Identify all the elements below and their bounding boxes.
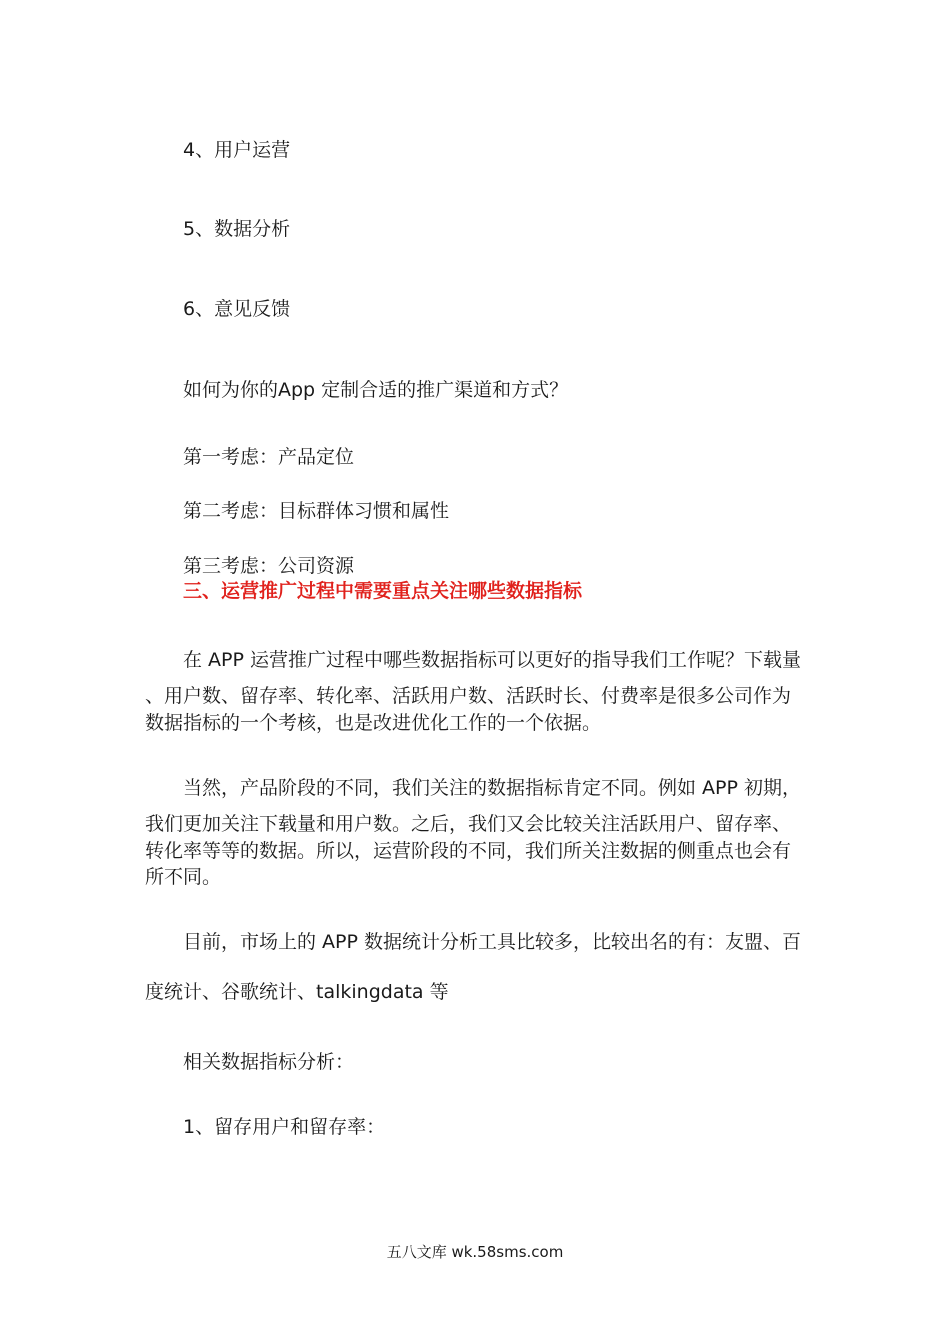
paragraph-5: 1、留存用户和留存率： bbox=[183, 1116, 386, 1138]
consideration-third: 第三考虑：公司资源 bbox=[183, 555, 355, 577]
list-item-data-analysis: 5、数据分析 bbox=[183, 218, 291, 240]
paragraph-2-line-3: 转化率等等的数据。所以，运营阶段的不同，我们所关注数据的侧重点也会有 bbox=[145, 840, 792, 862]
consideration-second: 第二考虑：目标群体习惯和属性 bbox=[183, 500, 450, 522]
paragraph-4: 相关数据指标分析： bbox=[183, 1051, 355, 1073]
paragraph-3-line-2: 度统计、谷歌统计、talkingdata 等 bbox=[145, 981, 449, 1003]
consideration-first: 第一考虑：产品定位 bbox=[183, 446, 355, 468]
paragraph-2-line-4: 所不同。 bbox=[145, 866, 222, 888]
paragraph-1-line-2: 、用户数、留存率、转化率、活跃用户数、活跃时长、付费率是很多公司作为 bbox=[145, 685, 792, 707]
paragraph-2-line-1: 当然，产品阶段的不同，我们关注的数据指标肯定不同。例如 APP 初期， bbox=[183, 777, 801, 799]
paragraph-3-line-1: 目前，市场上的 APP 数据统计分析工具比较多，比较出名的有：友盟、百 bbox=[183, 931, 801, 953]
section-heading: 三、运营推广过程中需要重点关注哪些数据指标 bbox=[183, 580, 583, 602]
page-footer: 五八文库 wk.58sms.com bbox=[386, 1243, 564, 1261]
paragraph-2-line-2: 我们更加关注下载量和用户数。之后，我们又会比较关注活跃用户、留存率、 bbox=[145, 813, 792, 835]
list-item-user-operations: 4、用户运营 bbox=[183, 139, 291, 161]
paragraph-1-line-3: 数据指标的一个考核，也是改进优化工作的一个依据。 bbox=[145, 712, 602, 734]
question-line: 如何为你的App 定制合适的推广渠道和方式？ bbox=[183, 379, 569, 401]
list-item-feedback: 6、意见反馈 bbox=[183, 298, 291, 320]
paragraph-1-line-1: 在 APP 运营推广过程中哪些数据指标可以更好的指导我们工作呢？下载量 bbox=[183, 649, 801, 671]
